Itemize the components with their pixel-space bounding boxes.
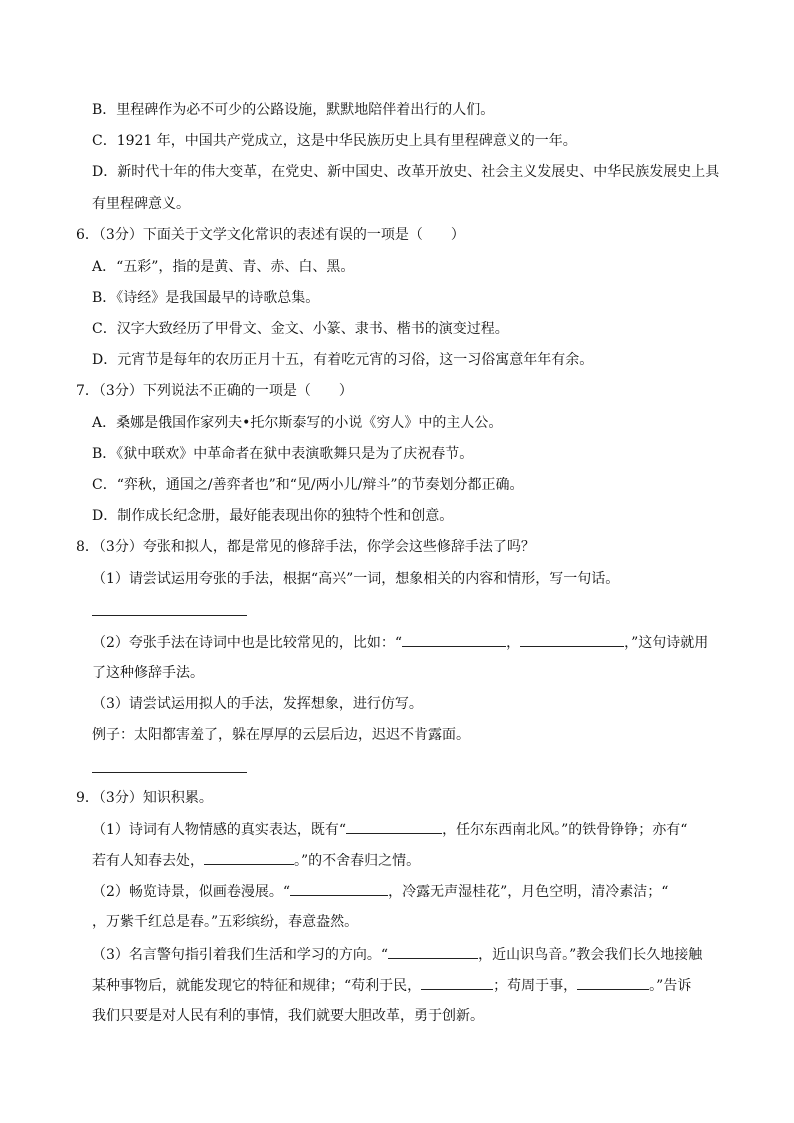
q8-part2 — [92, 632, 708, 653]
q9-part2-blank-1[interactable] — [290, 881, 388, 896]
q8-part2-text-a: （2）夸张手法在诗词中也是比较常见的，比如：“ — [92, 635, 403, 651]
q9-part2 — [92, 881, 668, 902]
q7-option-c: C．“弈秋，通国之/善弈者也”和“见/两小儿/辩斗”的节奏划分都正确。 — [92, 477, 524, 493]
q9-part1-text-b: ，任尔东西南北风。”的铁骨铮铮；亦有“ — [442, 822, 688, 838]
q9-part3-blank-3[interactable] — [577, 975, 649, 990]
q8-part3: （3）请尝试运用拟人的手法，发挥想象，进行仿写。 — [92, 696, 423, 712]
q9-part3 — [92, 944, 702, 965]
q8-part2-text-b: ， — [506, 635, 521, 651]
q8-example: 例子：太阳都害羞了，躲在厚厚的云层后边，迟迟不肯露面。 — [92, 727, 470, 743]
q6-option-c: C．汉字大致经历了甲骨文、金文、小篆、隶书、楷书的演变过程。 — [92, 321, 509, 337]
q6-option-b: B．《诗经》是我国最早的诗歌总集。 — [92, 290, 320, 306]
q8-part2-text-c: ，”这句诗就用 — [624, 635, 709, 651]
q7-option-b: B．《狱中联欢》中革命者在狱中表演歌舞只是为了庆祝春节。 — [92, 446, 474, 462]
q9-part1-cont — [92, 850, 420, 871]
q8-part1: （1）请尝试运用夸张的手法，根据“高兴”一词，想象相关的内容和情形，写一句话。 — [92, 571, 620, 587]
q7-option-d: D．制作成长纪念册，最好能表现出你的独特个性和创意。 — [92, 508, 454, 524]
q8-part2-blank-1[interactable] — [402, 632, 506, 647]
q5-option-b: B．里程碑作为必不可少的公路设施，默默地陪伴着出行的人们。 — [92, 102, 495, 118]
q9-part1-text-a: （1）诗词有人物情感的真实表达，既有“ — [92, 822, 347, 838]
q8-part1-answer-blank[interactable] — [92, 615, 247, 616]
q6-stem: 6．（3分）下面关于文学文化常识的表述有误的一项是（ ） — [76, 227, 465, 243]
q9-part2-text-b: ，冷露无声湿桂花”，月色空明，清冷素洁；“ — [388, 884, 669, 900]
q9-part1-text-d: 。”的不舍春归之情。 — [294, 853, 421, 869]
q8-part2-blank-2[interactable] — [520, 632, 624, 647]
q9-part3-blank-1[interactable] — [388, 944, 478, 959]
q8-stem: 8．（3分）夸张和拟人，都是常见的修辞手法，你学会这些修辞手法了吗？ — [76, 539, 535, 555]
q5-option-d: D．新时代十年的伟大变革，在党史、新中国史、改革开放史、社会主义发展史、中华民族发展史上具 — [92, 164, 720, 180]
q9-part3-blank-2[interactable] — [421, 975, 493, 990]
q9-part2-cont: ，万紫千红总是春。”五彩缤纷，春意盎然。 — [92, 914, 359, 930]
q9-part1 — [92, 819, 687, 840]
q9-part1-blank-2[interactable] — [204, 850, 294, 865]
q9-stem: 9．（3分）知识积累。 — [76, 790, 213, 806]
q9-part3-text-a: （3）名言警句指引着我们生活和学习的方向。“ — [92, 947, 389, 963]
q9-part3-text-b: ，近山识鸟音。”教会我们长久地接触 — [478, 947, 703, 963]
q5-option-c: C．1921 年，中国共产党成立，这是中华民族历史上具有里程碑意义的一年。 — [92, 133, 577, 149]
q9-part1-text-c: 若有人知春去处， — [92, 853, 204, 869]
q8-part3-answer-blank[interactable] — [92, 772, 247, 773]
q6-option-d: D．元宵节是每年的农历正月十五，有着吃元宵的习俗，这一习俗寓意年年有余。 — [92, 352, 594, 368]
q9-part3-text-e: 。”告诉 — [649, 978, 692, 994]
q7-option-a: A．桑娜是俄国作家列夫•托尔斯泰写的小说《穷人》中的主人公。 — [92, 415, 503, 431]
q9-part1-blank-1[interactable] — [346, 819, 442, 834]
q7-stem: 7．（3分）下列说法不正确的一项是（ ） — [76, 383, 353, 399]
q5-option-d-cont: 有里程碑意义。 — [92, 196, 190, 212]
q9-part3-text-d: ；苟周于事， — [493, 978, 578, 994]
q9-part3-text-c: 某种事物后，就能发现它的特征和规律；“苟利于民， — [92, 978, 422, 994]
q9-part3-cont — [92, 975, 691, 996]
q9-part2-text-a: （2）畅览诗景，似画卷漫展。“ — [92, 884, 291, 900]
q6-option-a: A．“五彩”，指的是黄、青、赤、白、黑。 — [92, 259, 355, 275]
q8-part2-cont: 了这种修辞手法。 — [92, 665, 204, 681]
q9-part3-cont2: 我们只要是对人民有利的事情，我们就要大胆改革，勇于创新。 — [92, 1008, 484, 1024]
